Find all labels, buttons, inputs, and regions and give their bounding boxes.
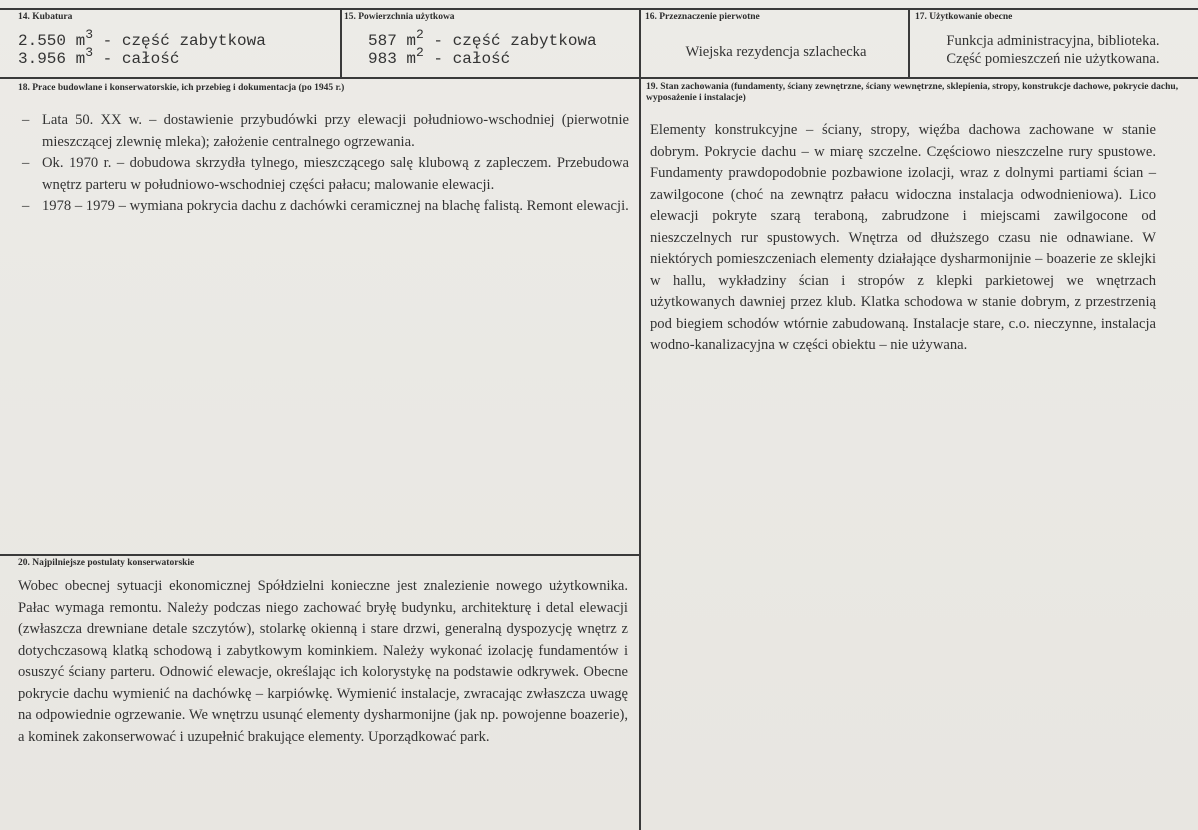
- field15-line1-desc: - część zabytkowa: [423, 32, 597, 50]
- field14-line1-desc: - część zabytkowa: [93, 32, 266, 50]
- field16-value: Wiejska rezydencja szlachecka: [685, 44, 867, 60]
- field20-label: 20. Najpilniejsze postulaty konserwatorskie: [18, 558, 195, 568]
- field14-line2: [18, 45, 180, 68]
- field17-line1: Funkcja administracyjna, biblioteka.: [946, 33, 1160, 49]
- col-divider-16-17: [908, 8, 910, 78]
- field19-label: 19. Stan zachowania (fundamenty, ściany zewnętrzne, ściany wewnętrzne, sklepienia, stropy, konstrukcje dachowe, pokrycie dachu, wyposażenie i instalacje): [646, 82, 1179, 103]
- top-border: [0, 8, 1198, 10]
- field15-line1: [368, 27, 597, 50]
- col-divider-14-15: [340, 8, 342, 78]
- field16-label: 16. Przeznaczenie pierwotne: [645, 12, 760, 22]
- field18-list: [22, 110, 629, 218]
- field17-line2: Część pomieszczeń nie użytkowana.: [946, 51, 1160, 67]
- field20-text: Wobec obecnej sytuacji ekonomicznej Spółdzielni konieczne jest znalezienie nowego użytkownika. Pałac wymaga remontu. Należy podczas niego zachować bryłę budynku, architekturę i detal elewacji (zwłaszcza drewniane detale szczytów), stolarkę okienną i stare drzwi, generalną dyspozycję wnętrz z dotychczasową klatką schodową i zabytkowym kominkiem. Należy wykonać izolację fundamentów i osuszyć ściany parteru. Odnowić elewacje, określając ich kolorystykę na podstawie odkrywek. Obecne pokrycie dachu wymienić na dachówkę – karpiówkę. Wymienić instalacje, zwracając zwłaszcza uwagę na odpowiednie ogrzewanie. We wnętrzu usunąć elementy dysharmonijne (jak np. powojenne boazerie), a kominek zakonserwować i uzupełnić brakujące elementy. Uporządkować park.: [18, 578, 628, 745]
- field18-item: – Lata 50. XX w. – dostawienie przybudówki przy elewacji południowo-wschodniej (pierwotnie mieszczącej zlewnię mleka); założenie centralnego ogrzewania.: [22, 110, 629, 153]
- field14-line2-value: 3.956 m: [18, 50, 86, 68]
- field18-label: 18. Prace budowlane i konserwatorskie, ich przebieg i dokumentacja (po 1945 r.): [18, 83, 345, 93]
- field18-item: – Ok. 1970 r. – dobudowa skrzydła tylnego, mieszczącego salę klubową z zapleczem. Przebudowa wnętrz parteru w południowo-wschodniej części pałacu; malowanie elewacji.: [22, 153, 629, 196]
- field15-line2: [368, 45, 511, 68]
- field19-text: Elementy konstrukcyjne – ściany, stropy, więźba dachowa zachowane w stanie dobrym. Pokrycie dachu – w miarę szczelne. Częściowo nieszczelne rury spustowe. Fundamenty prawdopodobnie pozbawione izolacji, wraz z dolnymi partiami ścian – zawilgocone (choć na zewnątrz pałacu widoczna instalacja odwodnieniowa). Lico elewacji pokryte szarą teraboną, zabrudzone i miejscami zawilgocone od nieszczelnych rur spustowych. Wnętrza od dłuższego czasu nie odnawiane. W niektórych pomieszczeniach elementy działające dysharmonijnie – boazerie ze sklejki w hallu, wykładziny ścian i stropów z klepki parkietowej we wnętrzach użytkowanych dawniej przez klub. Klatka schodowa w stanie dobrym, z przestrzenią pod biegiem schodów wtórnie zabudowaną. Instalacje stare, c.o. nieczynne, instalacja wodno-kanalizacyjna w części obiektu – nie używana.: [650, 122, 1156, 353]
- field14-line2-unit-exponent: 3: [85, 45, 94, 60]
- field14-line1: [18, 27, 266, 50]
- field18-item: – 1978 – 1979 – wymiana pokrycia dachu z dachówki ceramicznej na blachę falistą. Remont elewacji.: [22, 196, 629, 218]
- field15-label: 15. Powierzchnia użytkowa: [344, 12, 455, 22]
- field15-line2-unit-exponent: 2: [416, 45, 424, 60]
- field15-line1-value: 587 m: [368, 32, 417, 50]
- field14-line1-value: 2.550 m: [18, 32, 86, 50]
- section20-top-border: [0, 554, 640, 556]
- col-divider-15-16: [639, 8, 641, 830]
- field14-line1-unit-exponent: 3: [85, 27, 94, 42]
- field15-line2-value: 983 m: [368, 50, 417, 68]
- field14-line2-desc: - całość: [93, 50, 180, 68]
- field17-label: 17. Użytkowanie obecne: [915, 12, 1013, 22]
- row1-bottom-border: [0, 77, 1198, 79]
- field15-line2-desc: - całość: [423, 50, 511, 68]
- field15-line1-unit-exponent: 2: [416, 27, 424, 42]
- field14-label: 14. Kubatura: [18, 12, 73, 22]
